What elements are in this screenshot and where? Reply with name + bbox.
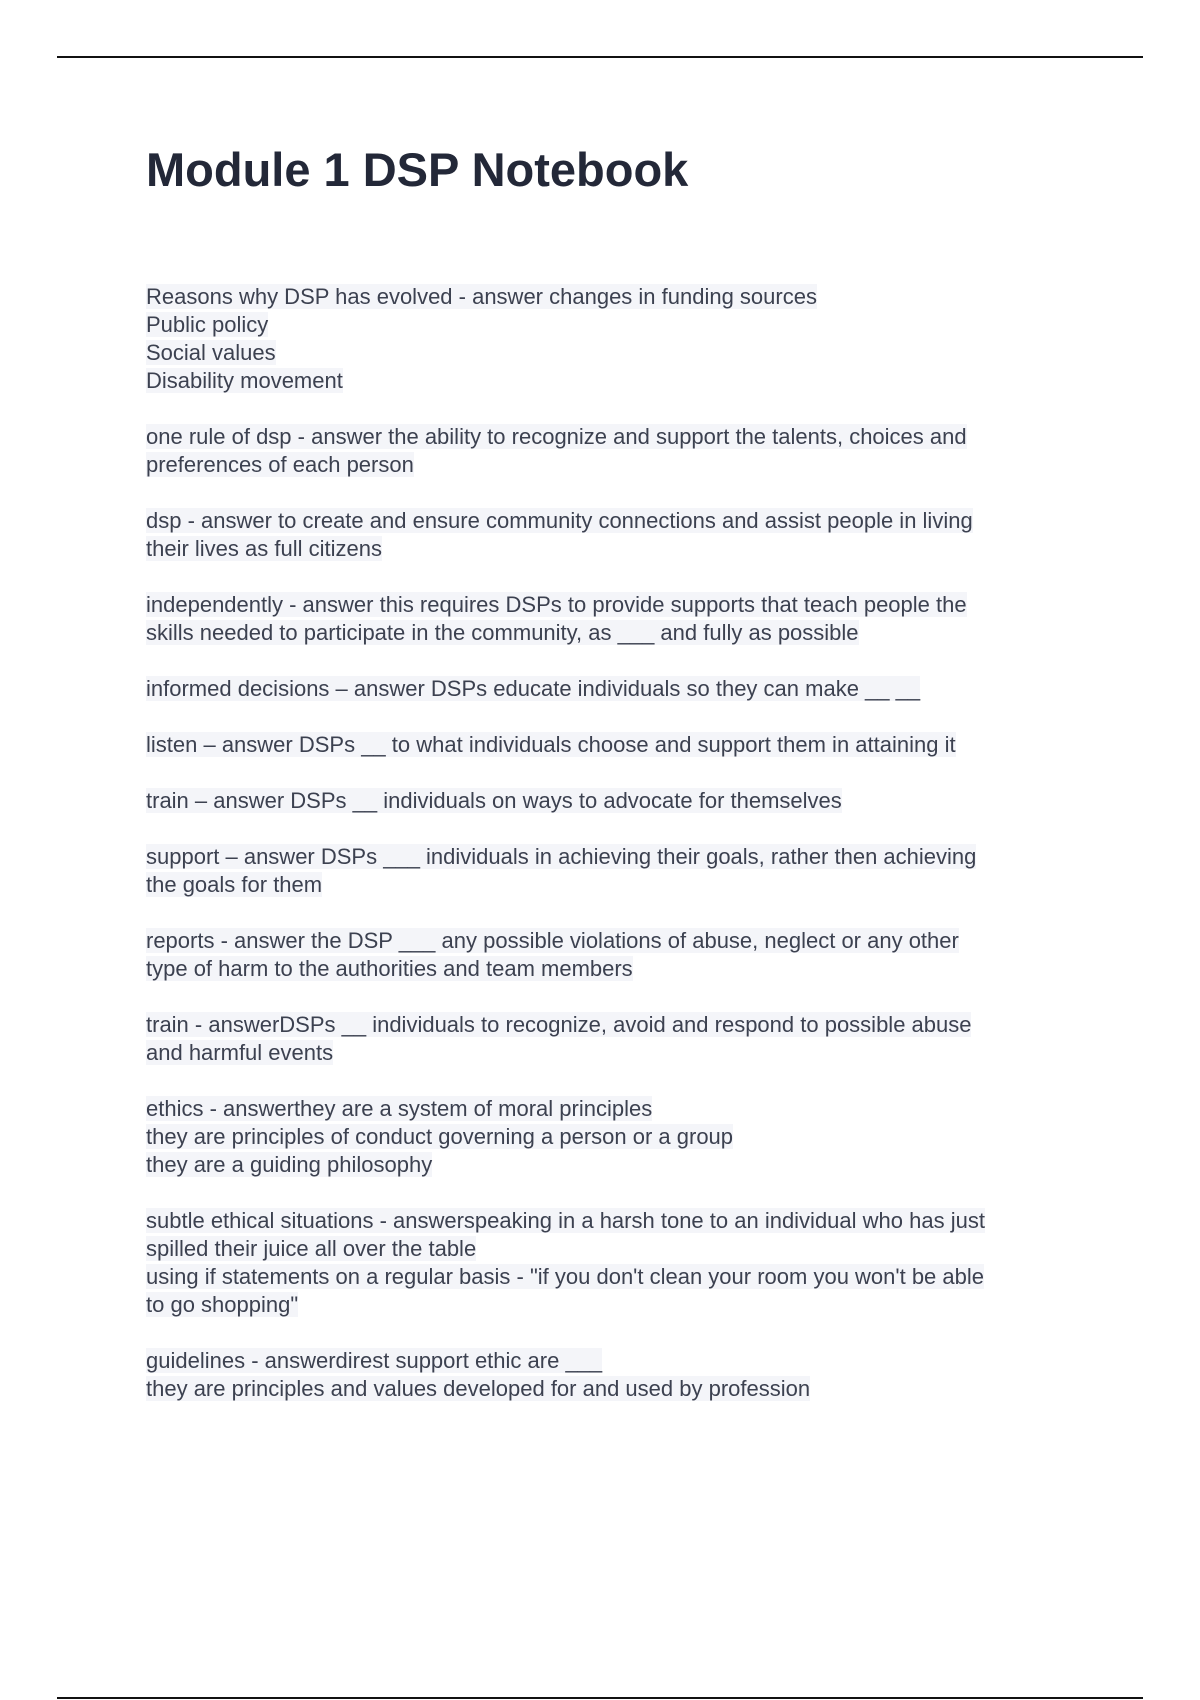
entry-line-text: they are a guiding philosophy [146, 1152, 433, 1177]
flashcard-entry [146, 927, 1076, 983]
entry-line [146, 1291, 1076, 1319]
entry-line-text: one rule of dsp - answer the ability to recognize and support the talents, choices and [146, 424, 967, 449]
flashcard-entry [146, 423, 1076, 479]
entry-line-text: their lives as full citizens [146, 536, 382, 561]
entry-line-text: they are principles and values developed for and used by profession [146, 1376, 811, 1401]
entry-line [146, 927, 1076, 955]
entry-line-text: skills needed to participate in the community, as ___ and fully as possible [146, 620, 859, 645]
entry-line-text: dsp - answer to create and ensure community connections and assist people in living [146, 508, 973, 533]
flashcard-entry [146, 507, 1076, 563]
entry-line-text: Social values [146, 340, 276, 365]
entry-line-text: listen – answer DSPs __ to what individuals choose and support them in attaining it [146, 732, 956, 757]
entry-line-text: they are principles of conduct governing a person or a group [146, 1124, 734, 1149]
entry-line-text: independently - answer this requires DSPs to provide supports that teach people the [146, 592, 967, 617]
entry-line [146, 1123, 1076, 1151]
entry-line-text: ethics - answerthey are a system of moral principles [146, 1096, 653, 1121]
bottom-rule [57, 1697, 1143, 1699]
entry-line-text: spilled their juice all over the table [146, 1236, 477, 1261]
flashcard-entry [146, 591, 1076, 647]
entry-line [146, 451, 1076, 479]
entry-line [146, 1151, 1076, 1179]
flashcard-entry [146, 283, 1076, 395]
entry-line [146, 1095, 1076, 1123]
entry-line-text: and harmful events [146, 1040, 334, 1065]
entry-line [146, 955, 1076, 983]
flashcard-entry [146, 1347, 1076, 1403]
entry-line [146, 535, 1076, 563]
entry-line [146, 1207, 1076, 1235]
entry-line-text: informed decisions – answer DSPs educate individuals so they can make __ __ [146, 676, 921, 701]
page-title: Module 1 DSP Notebook [146, 143, 689, 196]
entry-line-text: reports - answer the DSP ___ any possible violations of abuse, neglect or any other [146, 928, 959, 953]
entry-line [146, 619, 1076, 647]
entry-line [146, 311, 1076, 339]
flashcard-entry [146, 1011, 1076, 1067]
entry-line-text: preferences of each person [146, 452, 414, 477]
flashcard-entry [146, 843, 1076, 899]
top-rule [57, 56, 1143, 58]
entry-line [146, 675, 1076, 703]
entry-line [146, 339, 1076, 367]
entry-line [146, 1263, 1076, 1291]
entry-line [146, 367, 1076, 395]
entry-line-text: using if statements on a regular basis - "if you don't clean your room you won't be able [146, 1264, 984, 1289]
entry-line [146, 1235, 1076, 1263]
entry-line [146, 1375, 1076, 1403]
flashcard-entry [146, 787, 1076, 815]
notebook-content [146, 283, 1076, 1431]
entry-line [146, 1011, 1076, 1039]
entry-line-text: guidelines - answerdirest support ethic are ___ [146, 1348, 603, 1373]
flashcard-entry [146, 731, 1076, 759]
entry-line-text: train - answerDSPs __ individuals to recognize, avoid and respond to possible abuse [146, 1012, 972, 1037]
entry-line-text: Reasons why DSP has evolved - answer changes in funding sources [146, 284, 817, 309]
entry-line [146, 283, 1076, 311]
flashcard-entry [146, 675, 1076, 703]
flashcard-entry [146, 1095, 1076, 1179]
entry-line [146, 843, 1076, 871]
flashcard-entry [146, 1207, 1076, 1319]
entry-line-text: type of harm to the authorities and team members [146, 956, 633, 981]
entry-line [146, 787, 1076, 815]
entry-line-text: the goals for them [146, 872, 323, 897]
entry-line-text: Public policy [146, 312, 269, 337]
entry-line [146, 591, 1076, 619]
entry-line [146, 1347, 1076, 1375]
entry-line-text: support – answer DSPs ___ individuals in achieving their goals, rather then achieving [146, 844, 977, 869]
entry-line [146, 871, 1076, 899]
entry-line [146, 423, 1076, 451]
entry-line-text: Disability movement [146, 368, 343, 393]
entry-line-text: to go shopping" [146, 1292, 299, 1317]
entry-line [146, 1039, 1076, 1067]
entry-line [146, 507, 1076, 535]
entry-line-text: subtle ethical situations - answerspeaking in a harsh tone to an individual who has just [146, 1208, 985, 1233]
entry-line-text: train – answer DSPs __ individuals on ways to advocate for themselves [146, 788, 842, 813]
entry-line [146, 731, 1076, 759]
